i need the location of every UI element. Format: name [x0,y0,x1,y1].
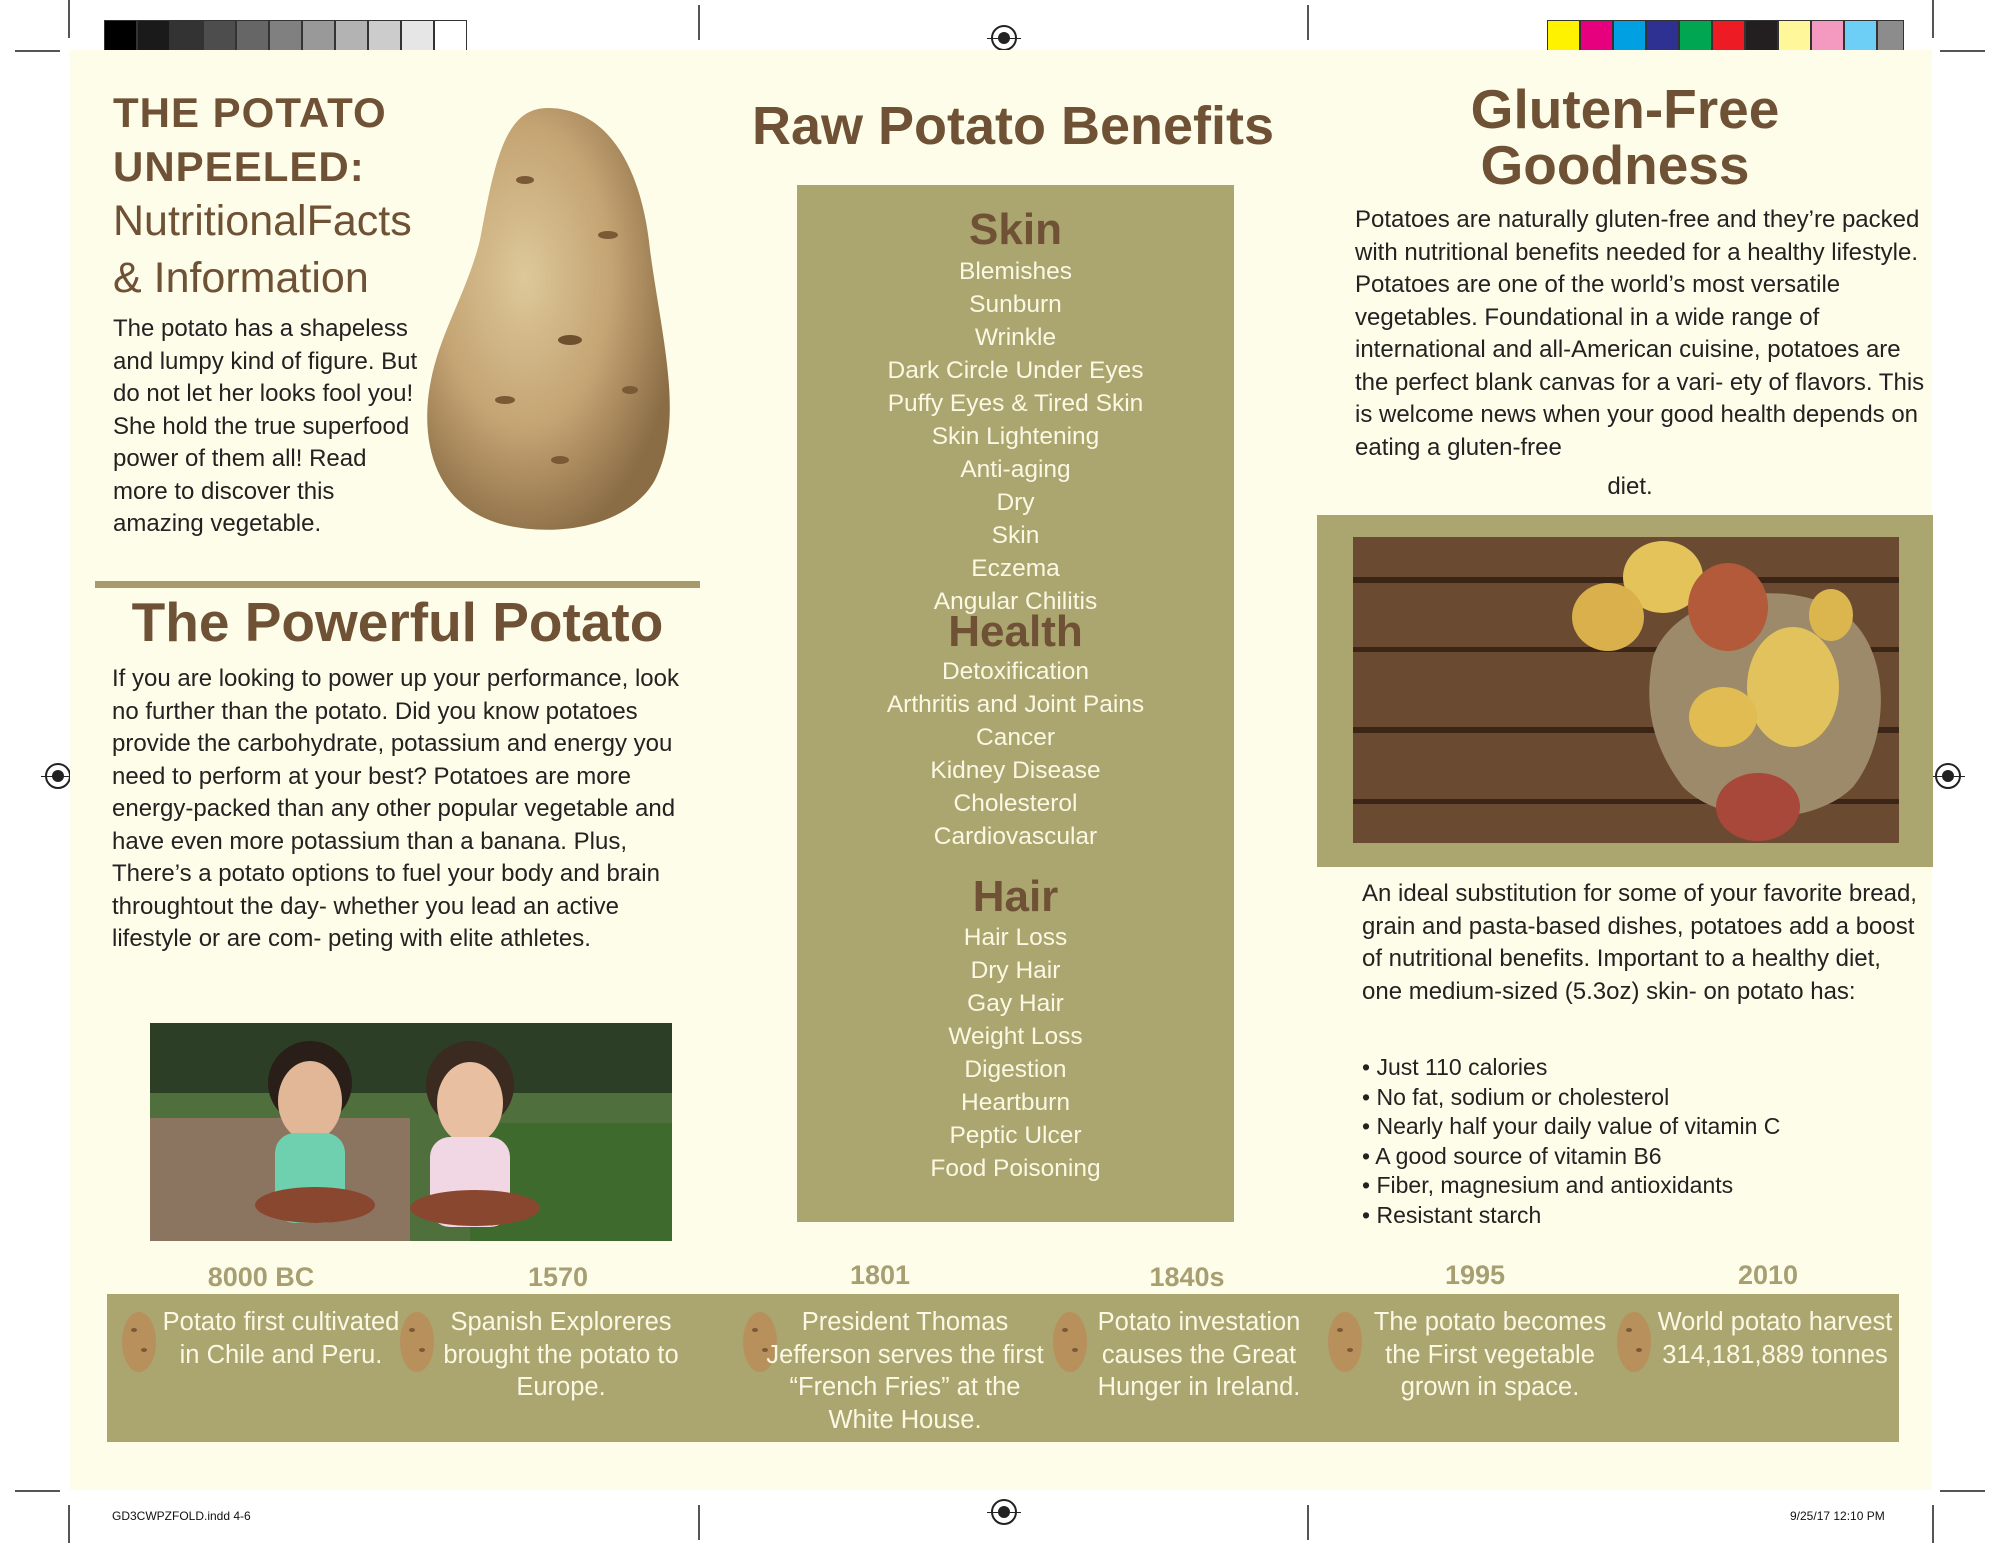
hair-item: Peptic Ulcer [949,1122,1082,1149]
timeline-event: Spanish Exploreres brought the potato to Europe. [443,1308,679,1401]
skin-item: Puffy Eyes & Tired Skin [887,390,1144,417]
timeline-event: World potato harvest 314,181,889 tonnes [1657,1308,1893,1369]
skin-item: Skin [991,522,1040,549]
health-item: Cardiovascular [933,823,1098,850]
skin-item: Sunburn [969,291,1062,318]
timeline-event: The potato becomes the First vegetable grown in space. [1373,1308,1607,1401]
potato-icon [1326,1310,1364,1374]
timeline-year: 1801 [849,1260,911,1290]
nutrition-bullet-list [1362,1053,1922,1230]
hair-list [797,921,1234,1185]
gluten-free-paragraph-end: diet. [1607,473,1653,500]
potatoes-sack-photo [1353,537,1899,843]
substitution-paragraph: An ideal substitution for some of your favorite bread, grain and pasta-based dishes, potatoes add a boost of nutritional benefits. Important to a healthy diet, one medium-sized (5.3oz) skin- on potato has: [1362,880,1917,1005]
health-item: Kidney Disease [930,757,1101,784]
hair-item: Dry Hair [970,957,1061,984]
crop-mark [15,50,60,52]
registration-mark [991,1499,1017,1525]
registration-mark [1935,763,1961,789]
skin-item: Skin Lightening [931,423,1100,450]
fold-mark [698,1505,700,1540]
intro-paragraph: The potato has a shapeless and lumpy kind of figure. But do not let her looks fool you! She hold the true superfood power of them all! Read more to discover this amazing vegetable. [113,315,418,537]
title-line-2: UNPEELED: [113,143,365,190]
list-item: • A good source of vitamin B6 [1362,1142,1662,1169]
timeline-event: Potato investation causes the Great Hunger in Ireland. [1097,1308,1301,1401]
hair-heading: Hair [972,872,1059,921]
timeline-year: 8000 BC [207,1262,315,1292]
health-item: Cholesterol [953,790,1078,817]
health-item: Cancer [976,724,1055,751]
list-item: • Nearly half your daily value of vitamin C [1362,1113,1781,1139]
crop-mark [1932,1505,1934,1543]
skin-item: Angular Chilitis [933,588,1098,615]
timeline-year: 1570 [527,1262,589,1292]
hair-item: Hair Loss [963,924,1068,951]
gluten-free-paragraph: Potatoes are naturally gluten-free and they’re packed with nutritional benefits needed for a healthy lifestyle. Potatoes are one of the world’s most versatile vegetables. Foundational in a wide range of international and all-American cuisine, potatoes are the perfect blank canvas for a vari- ety of flavors. This is welcome news when your good health depends on eating a gluten-free [1355,206,1925,461]
crop-mark [1932,0,1934,38]
crop-mark [68,1505,70,1543]
crop-mark [15,1490,60,1492]
gluten-free-title-2: Goodness [1480,134,1750,196]
hair-item: Food Poisoning [930,1155,1101,1182]
timeline-event: President Thomas Jefferson serves the first “French Fries” at the White House. [766,1308,1044,1434]
list-item: • Fiber, magnesium and antioxidants [1362,1172,1734,1198]
skin-list [797,255,1234,618]
crop-mark [68,0,70,38]
crop-mark [1940,50,1985,52]
powerful-potato-title: The Powerful Potato [131,591,664,653]
registration-mark [45,763,71,789]
health-item: Arthritis and Joint Pains [886,691,1145,718]
timeline-year: 2010 [1737,1260,1799,1290]
skin-item: Dark Circle Under Eyes [887,357,1144,384]
timeline-year: 1840s [1149,1262,1225,1292]
file-slug: GD3CWPZFOLD.indd 4-6 [112,1509,251,1523]
skin-item: Eczema [971,555,1060,582]
powerful-potato-body: If you are looking to power up your performance, look no further than the potato. Did you know potatoes provide the carbohydrate, potassium and energy you need to perform at your best? Potatoes are more energy-packed than any other popular vegetable and have even more potassium than a banana. Plus, There’s a potato options to fuel your body and brain throughtout the day- whether you lead an active lifestyle or are com- peting with elite athletes. [112,665,679,952]
list-item: • No fat, sodium or cholesterol [1362,1083,1670,1110]
raw-benefits-title: Raw Potato Benefits [751,96,1275,156]
skin-item: Dry [996,489,1035,516]
fold-mark [698,5,700,40]
fold-mark [1307,1505,1309,1540]
subtitle-line-2: & Information [113,254,369,302]
kids-photo [150,1023,672,1241]
subtitle-line-1: NutritionalFacts [113,197,412,245]
timeline-event: Potato first cultivated in Chile and Peru. [162,1308,400,1369]
list-item: • Just 110 calories [1362,1054,1548,1080]
health-list [797,655,1234,853]
hair-item: Weight Loss [948,1023,1083,1050]
potato-icon [1051,1310,1089,1374]
timeline-year: 1995 [1444,1260,1506,1290]
skin-item: Blemishes [958,258,1072,285]
list-item: • Resistant starch [1362,1201,1542,1228]
potato-icon [120,1310,158,1374]
potato-image [410,100,690,540]
title-line-1: THE POTATO [113,89,387,136]
hair-item: Digestion [964,1056,1067,1083]
health-item: Detoxification [941,658,1090,685]
crop-mark [1940,1490,1985,1492]
section-divider [95,581,700,588]
skin-item: Wrinkle [974,324,1057,351]
gluten-free-title-1: Gluten-Free [1470,78,1780,140]
health-heading: Health [948,607,1083,656]
skin-item: Anti-aging [960,456,1071,483]
fold-mark [1307,5,1309,40]
registration-mark [991,25,1017,51]
potato-icon [1615,1310,1653,1374]
hair-item: Heartburn [961,1089,1070,1116]
date-slug: 9/25/17 12:10 PM [1790,1509,1885,1523]
skin-heading: Skin [969,205,1062,254]
hair-item: Gay Hair [967,990,1064,1017]
